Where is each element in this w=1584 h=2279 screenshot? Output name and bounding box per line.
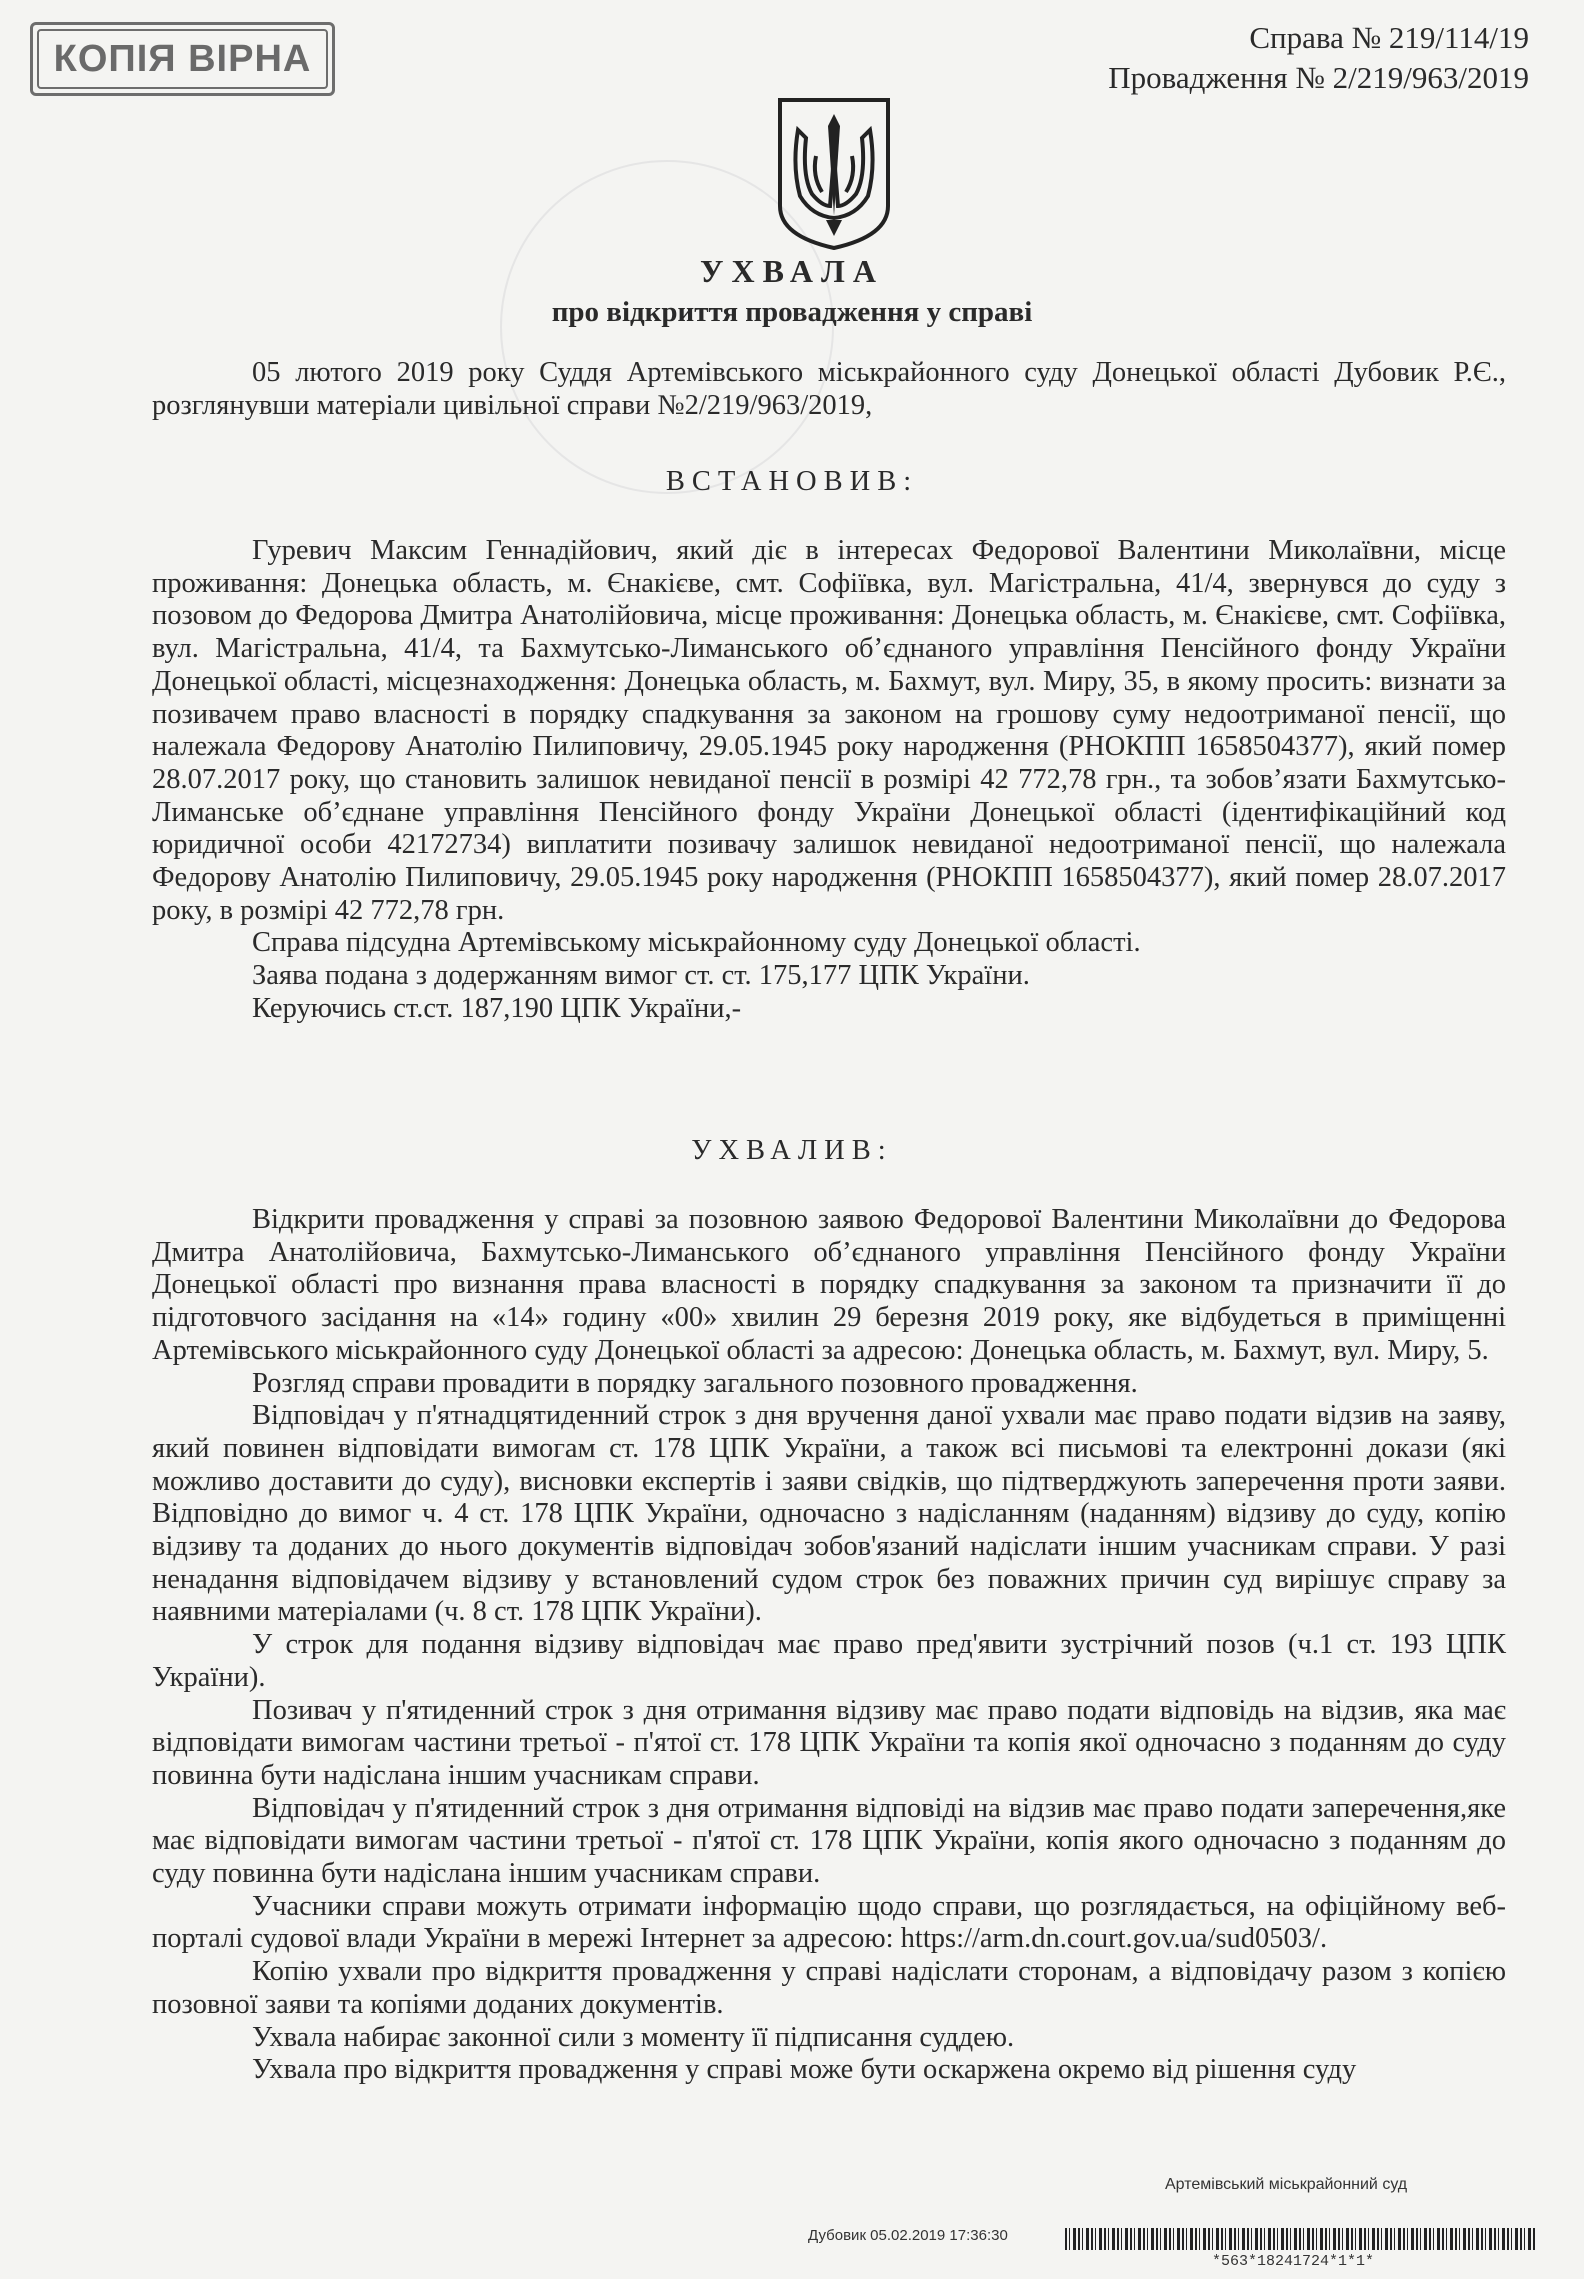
decided-paragraph: Відповідач у п'ятиденний строк з дня отримання відповіді на відзив має право подати заперечення,яке має відповідати вимогам частини третьої - п'ятої ст. 178 ЦПК України, копія якого одночасно з поданням до суду повинна бути надіслана іншим учасникам справи. [152,1792,1506,1890]
decided-paragraph: Копію ухвали про відкриття провадження у справі надіслати сторонам, а відповідачу разом з копією позовної заяви та копіями доданих документів. [152,1956,1506,2020]
proceeding-number: Провадження № 2/219/963/2019 [1108,60,1529,95]
decided-paragraph: Відповідач у п'ятнадцятиденний строк з дня вручення даної ухвали має право подати відзив на заяву, який повинен відповідати вимогам ст. 178 ЦПК України, а також всі письмові та електронні докази (які можливо доставити до суду), висновки експертів і заяви свідків, що підтверджують заперечення проти заяви. Відповідно до вимог ч. 4 ст. 178 ЦПК України, одночасно з надісланням (наданням) відзиву до суду, копію відзиву та доданих до нього документів відповідач зобов'язаний надіслати іншим учасникам справи. У разі ненадання відповідачем відзиву у встановлений судом строк без поважних причин суд вирішує справу за наявними матеріалами (ч. 8 ст. 178 ЦПК України). [152,1400,1506,1628]
decided-paragraph: Відкрити провадження у справі за позовною заявою Федорової Валентини Миколаївни до Федорова Дмитра Анатолійовича, Бахмутсько-Лиманського об’єднаного управління Пенсійного фонду України Донецької області про визнання права власності в порядку спадкування за законом та призначити її до підготовчого засідання на «14» годину «00» хвилин 29 березня 2019 року, яке відбудеться в приміщенні Артемівського міськрайонного суду Донецької області за адресою: Донецька область, м. Бахмут, вул. Миру, 5. [152,1204,1506,1366]
established-paragraph: Справа підсудна Артемівському міськрайонному суду Донецької області. [252,927,1141,959]
intro-text: 05 лютого 2019 року Суддя Артемівського міськрайонного суду Донецької області Дубовик Р.Є., розглянувши матеріали цивільної справи №2/219/963/2019, [152,357,1506,421]
barcode [1065,2228,1535,2250]
established-section [152,535,1506,1026]
case-info [1108,18,1529,98]
established-paragraph: Гуревич Максим Геннадійович, який діє в інтересах Федорової Валентини Миколаївни, місце проживання: Донецька область, м. Єнакієве, смт. Софіївка, вул. Магістральна, 41/4, звернувся до суду з позовом до Федорова Дмитра Анатолійовича, місце проживання: Донецька область, м. Єнакієве, смт. Софіївка, вул. Магістральна, 41/4, та Бахмутсько-Лиманського об’єднаного управління Пенсійного фонду України Донецької області, місцезнаходження: Донецька область, м. Бахмут, вул. Миру, 35, в якому просить: визнати за позивачем право власності в порядку спадкування за законом на грошову суму недоотриманої пенсії, що належала Федорову Анатолію Пилиповичу, 29.05.1945 року народження (РНОКПП 1658504377), який помер 28.07.2017 року, що становить залишок невиданої пенсії в розмірі 42 772,78 грн., та зобов’язати Бахмутсько-Лиманське об’єднане управління Пенсійного фонду України Донецької області (ідентифікаційний код юридичної особи 42172734) виплатити позивачу залишок невиданої недоотриманої пенсії, що належала Федорову Анатолію Пилиповичу, 29.05.1945 року народження (РНОКПП 1658504377), який помер 28.07.2017 року, в розмірі 42 772,78 грн. [152,535,1506,926]
decided-section [152,1204,1506,2087]
case-number: Справа № 219/114/19 [1249,20,1529,55]
stamp-text: КОПІЯ ВІРНА [37,29,328,89]
footer-court-name: Артемівський міськрайонний суд [1165,2176,1408,2193]
decided-paragraph: Позивач у п'ятиденний строк з дня отримання відзиву має право подати відповідь на відзив, яка має відповідати вимогам частини третьої - п'ятої ст. 178 ЦПК України та копія якої одночасно з поданням до суду повинна бути надіслана іншим учасникам справи. [152,1694,1506,1791]
established-paragraph: Керуючись ст.ст. 187,190 ЦПК України,- [252,992,742,1024]
decided-heading: УХВАЛИВ: [691,1135,893,1166]
footer-signature: Дубовик 05.02.2019 17:36:30 [808,2227,1008,2244]
established-heading: ВСТАНОВИВ: [665,466,919,497]
decided-paragraph: Ухвала про відкриття провадження у справі може бути оскаржена окремо від рішення суду [252,2054,1357,2086]
document-title: УХВАЛА [700,253,884,289]
intro-paragraph [152,357,1506,422]
decided-paragraph: Розгляд справи провадити в порядку загального позовного провадження. [252,1367,1138,1399]
established-paragraph: Заява подана з додержанням вимог ст. ст. 175,177 ЦПК України. [252,960,1030,992]
certified-copy-stamp [30,22,335,96]
decided-paragraph: Учасники справи можуть отримати інформацію щодо справи, що розглядається, на офіційному веб-порталі судової влади України в мережі Інтернет за адресою: https://arm.dn.court.gov.ua/sud0503/. [152,1890,1506,1955]
barcode-number: *563*18241724*1*1* [1212,2253,1375,2270]
decided-paragraph: Ухвала набирає законної сили з моменту її підписання суддею. [252,2021,1015,2053]
document-subtitle: про відкриття провадження у справі [551,296,1033,328]
trident-coat-of-arms-icon [776,96,892,252]
decided-paragraph: У строк для подання відзиву відповідач має право пред'явити зустрічний позов (ч.1 ст. 193 ЦПК України). [152,1629,1506,1693]
